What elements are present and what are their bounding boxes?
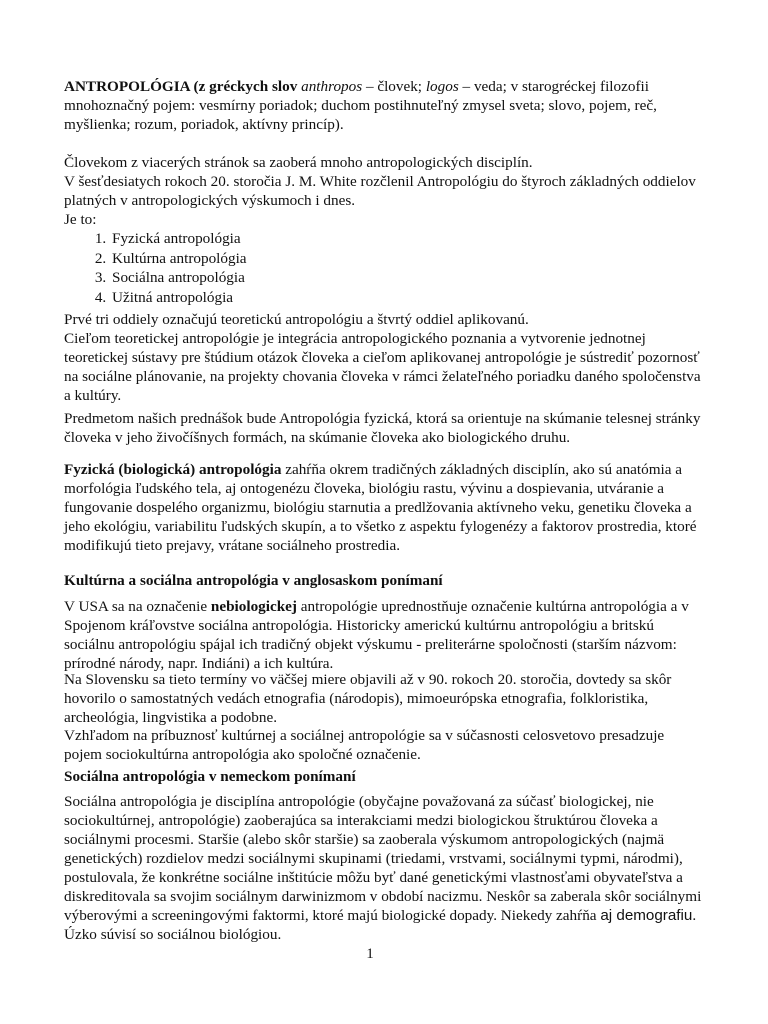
- intro-sep1: – človek;: [362, 78, 423, 95]
- list-item: 2. Kultúrna antropológia: [110, 249, 247, 269]
- demography-link[interactable]: aj demografiu: [600, 907, 693, 924]
- disciplines-line3: Je to:: [64, 211, 97, 228]
- disciplines-line2: V šesťdesiatych rokoch 20. storočia J. M. White rozčlenil Antropológiu do štyroch základných oddielov platných v antropologických výskumoch i dnes.: [64, 173, 696, 209]
- page-number: 1: [366, 946, 374, 962]
- intro-word-anthropos: anthropos: [301, 78, 363, 95]
- intro-definition: – veda; v starogréckej filozofii mnohoznačný pojem: vesmírny poriadok; duchom postihnuteľný zmysel sveta; slovo, pojem, reč, myšlienka; rozum, poriadok, aktívny princíp).: [64, 78, 657, 133]
- heading-german: Sociálna antropológia v nemeckom ponímaní: [64, 768, 356, 785]
- anthropology-types-list: [64, 229, 247, 307]
- usa-rest: antropológie uprednostňuje označenie kultúrna antropológia a v Spojenom kráľovstve sociálna antropológia. Historicky americkú kultúrnu antropológiu a britskú sociálnu antropológiu spájal ich tradičný objekt výskumu - preliterárne spoločnosti (starším názvom: prírodné národy, napr. Indiáni) a ich kultúra.: [64, 598, 689, 672]
- section-slovakia: Na Slovensku sa tieto termíny vo väčšej miere objavili až v 90. rokoch 20. storočia, dovtedy sa skôr hovorilo o samostatných vedách etnografia (národopis), mimoeurópska etnografia, folkloristika, archeológia, lingvistika a podobne.: [64, 671, 672, 726]
- list-item: 4. Užitná antropológia: [110, 288, 247, 308]
- heading-anglosaxon: Kultúrna a sociálna antropológia v anglosaskom ponímaní: [64, 572, 443, 589]
- disciplines-line1: Človekom z viacerých stránok sa zaoberá mnoho antropologických disciplín.: [64, 154, 533, 171]
- section-physical-anthropology: [64, 460, 704, 555]
- theory-line1: Prvé tri oddiely označujú teoretickú antropológiu a štvrtý oddiel aplikovanú.: [64, 311, 529, 328]
- section-theory-applied: [64, 310, 704, 405]
- section-disciplines: [64, 153, 704, 229]
- section-social-anthropology: [64, 792, 704, 944]
- usa-bold: nebiologickej: [210, 598, 297, 615]
- intro-paragraph: [64, 77, 704, 134]
- list-item: 3. Sociálna antropológia: [110, 268, 247, 288]
- intro-term: ANTROPOLÓGIA (z gréckych slov: [64, 78, 298, 95]
- section-usa-uk: [64, 597, 704, 673]
- section-lectures-subject: Predmetom našich prednášok bude Antropológia fyzická, ktorá sa orientuje na skúmanie telesnej stránky človeka v jeho živočíšnych formách, na skúmanie človeka ako biologického druhu.: [64, 410, 701, 446]
- social-anthropology-text: Sociálna antropológia je disciplína antropológie (obyčajne považovaná za súčasť biologickej, nie sociokultúrnej, antropológie) zaoberajúca sa interakciami medzi biologickou štruktúrou človeka a sociálnymi procesmi. Staršie (alebo skôr staršie) sa zaoberala výskumom antropologických (najmä genetických) rozdielov medzi sociálnymi skupinami (triedami, vrstvami, sociálnymi typmi, národmi), postulovala, že konkrétne sociálne inštitúcie môžu byť dané genetickými vlastnosťami obyvateľstva a diskreditovala sa svojim sociálnym darwinizmom v období nacizmu. Neskôr sa zaberala skôr sociálnymi výberovými a screeningovými faktormi, ktoré majú biologické dopady. Niekedy zahŕňa: [64, 793, 702, 924]
- social-anthropology-end: . Úzko súvisí so sociálnou biológiou.: [64, 907, 697, 943]
- physical-anthropology-term: Fyzická (biologická) antropológia: [64, 461, 282, 478]
- usa-pre: V USA sa na označenie: [64, 598, 211, 615]
- theory-line2: Cieľom teoretickej antropológie je integrácia antropologického poznania a vytvorenie jednotnej teoretickej sústavy pre štúdium otázok človeka a cieľom aplikovanej antropológie je sústrediť pozornosť na sociálne plánovanie, na projekty chovania človeka v rámci želateľného poriadku daného spoločenstva a kultúry.: [64, 330, 701, 404]
- intro-word-logos: logos: [425, 78, 459, 95]
- physical-anthropology-text: zahŕňa okrem tradičných základných disciplín, ako sú anatómia a morfológia ľudského tela, aj ontogenézu človeka, biológiu rastu, vývinu a dospievania, utváranie a fungovanie dospelého organizmu, biológiu starnutia a predlžovania aktívneho veku, genetiku človeka a jeho ekológiu, variabilitu ľudských skupín, a to všetko z aspektu fylogenézy a faktorov prostredia, ktoré modifikujú tieto prejavy, vrátane sociálneho prostredia.: [64, 461, 697, 554]
- list-item: 1. Fyzická antropológia: [110, 229, 247, 249]
- section-sociocultural: Vzhľadom na príbuznosť kultúrnej a sociálnej antropológie sa v súčasnosti celosvetovo presadzuje pojem sociokultúrna antropológia ako spoločné označenie.: [64, 727, 665, 763]
